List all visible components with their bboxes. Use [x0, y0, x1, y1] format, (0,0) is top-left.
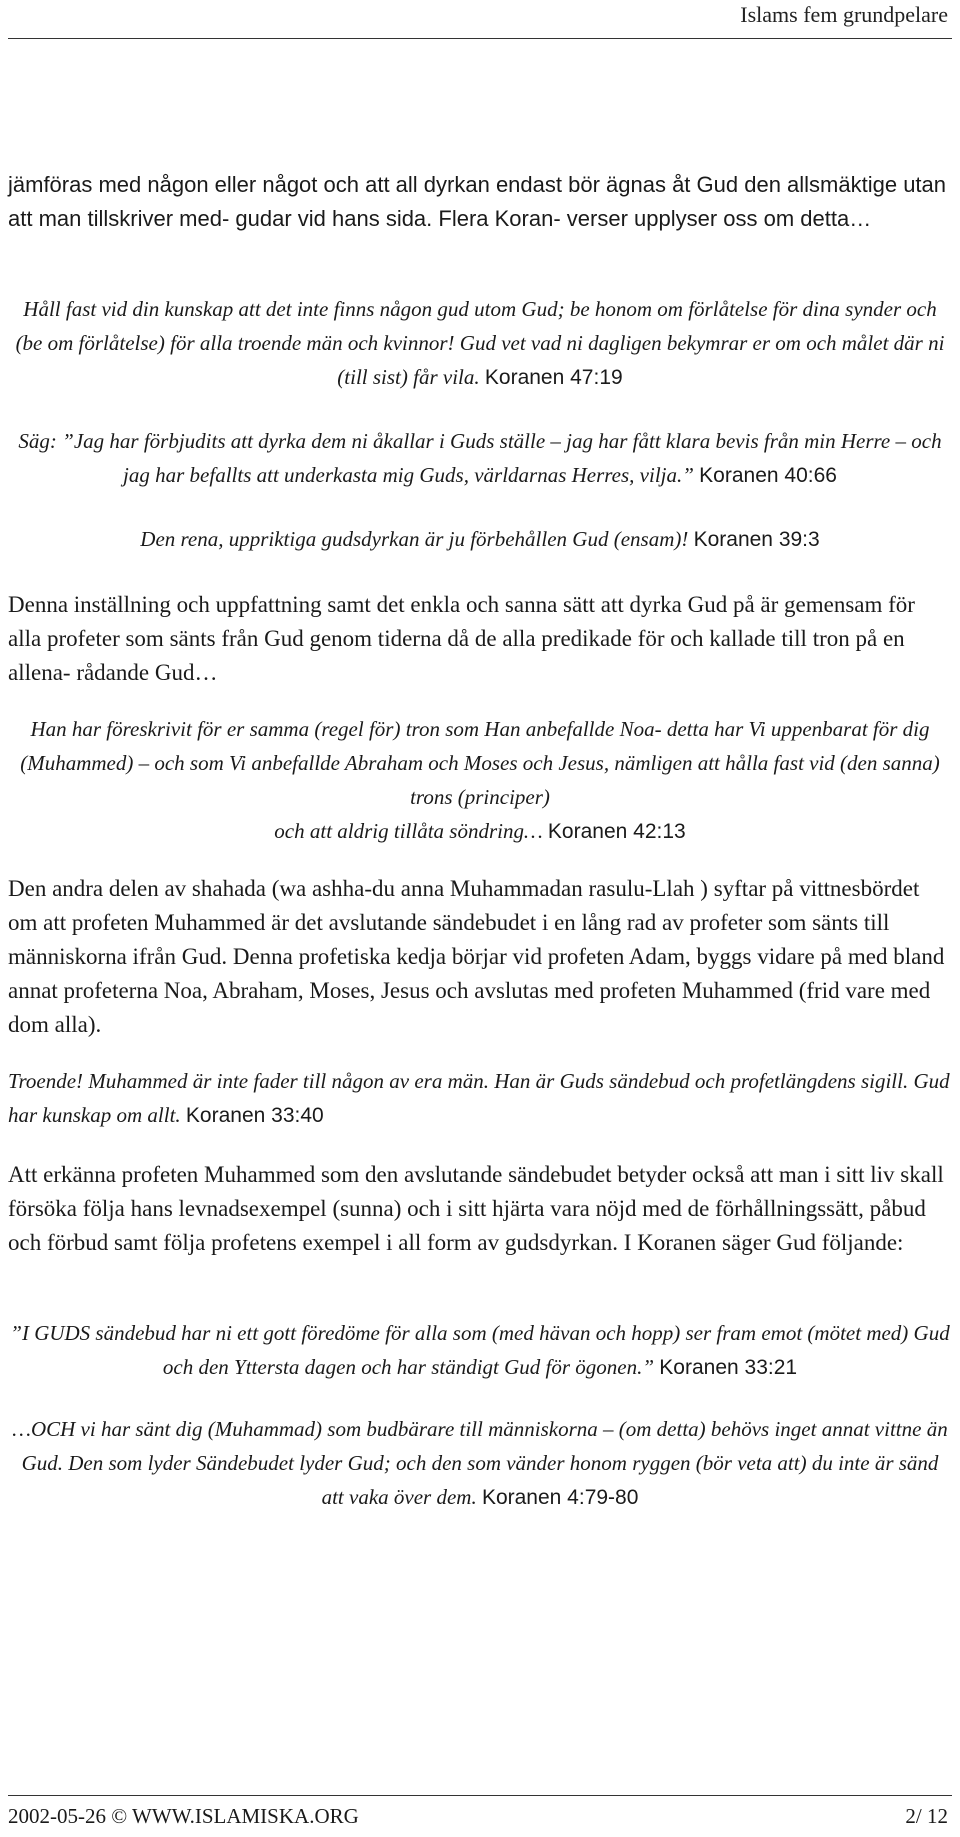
quote-reference: Koranen 33:21: [659, 1356, 798, 1379]
quote-text: Håll fast vid din kunskap att det inte finns någon gud utom Gud; be honom om förlåtelse för dina synder och (be om förlåtelse) för alla troende män och kvinnor! Gud vet vad ni dagligen bekymrar er om och målet där ni (till sist) får vila.: [15, 297, 945, 389]
quote-33-21: [8, 1316, 952, 1385]
header-title: Islams fem grundpelare: [740, 2, 948, 27]
quote-text: Den rena, uppriktiga gudsdyrkan är ju förbehållen Gud (ensam)!: [140, 527, 689, 551]
quote-text: Troende! Muhammed är inte fader till någon av era män. Han är Guds sändebud och profetlängdens sigill. Gud har kunskap om allt.: [8, 1069, 950, 1127]
footer-divider: [8, 1795, 952, 1796]
paragraph-sunna: [8, 1158, 952, 1260]
paragraph-text: Den andra delen av shahada (wa ashha-du anna Muhammadan rasulu-Llah ) syftar på vittnesbördet om att profeten Muhammed är det avslutande sändebudet i en lång rad av profeter som sänts till människorna ifrån Gud. Denna profetiska kedja börjar vid profeten Adam, byggs vidare på med bland annat profeterna Noa, Abraham, Moses, Jesus och avslutas med profeten Muhammed (frid vare med dom alla).: [8, 876, 945, 1037]
quote-39-3: [8, 522, 952, 557]
quote-text: …OCH vi har sänt dig (Muhammad) som budbärare till människorna – (om detta) behövs inget annat vittne än Gud. Den som lyder Sändebudet lyder Gud; och den som vänder honom ryggen (bör veta att) du inte är sänd att vaka över dem.: [12, 1417, 948, 1509]
paragraph-text: Denna inställning och uppfattning samt det enkla och sanna sätt att dyrka Gud på är gemensam för alla profeter som sänts från Gud genom tiderna då de alla predikade för och kallade till tron på en allena- rådande Gud…: [8, 592, 915, 685]
quote-reference: Koranen 33:40: [185, 1104, 324, 1127]
quote-47-19: [8, 292, 952, 395]
quote-reference: Koranen 47:19: [484, 366, 623, 389]
header-divider: [8, 38, 952, 39]
quote-42-13: [8, 712, 952, 849]
quote-40-66: [8, 424, 952, 493]
paragraph-text: Att erkänna profeten Muhammed som den avslutande sändebudet betyder också att man i sitt liv skall försöka följa hans levnadsexempel (sunna) och i sitt hjärta vara nöjd med de förhållningssätt, påbud och förbud samt följa profetens exempel i all form av gudsdyrkan. I Koranen säger Gud följande:: [8, 1162, 944, 1255]
page-number: 2/ 12: [905, 1804, 948, 1828]
paragraph-text: jämföras med någon eller något och att all dyrkan endast bör ägnas åt Gud den allsmäktige utan att man tillskriver med- gudar vid hans sida. Flera Koran- verser upplyser oss om detta…: [8, 172, 947, 231]
paragraph-intro: [8, 168, 952, 236]
quote-reference: Koranen 40:66: [699, 464, 837, 487]
quote-reference: Koranen 4:79-80: [481, 1486, 639, 1509]
paragraph-shahada: [8, 872, 952, 1042]
quote-4-79-80: [8, 1412, 952, 1515]
quote-text: Säg: ”Jag har förbjudits att dyrka dem ni åkallar i Guds ställe – jag har fått klara bevis från min Herre – och jag har befallts att underkasta mig Guds, världarnas Herres, vilja.”: [18, 429, 942, 487]
paragraph-common-faith: [8, 588, 952, 690]
footer-date-site: 2002-05-26 © WWW.ISLAMISKA.ORG: [8, 1804, 359, 1828]
quote-text-end: och att aldrig tillåta söndring…: [274, 819, 543, 843]
quote-reference: Koranen 39:3: [693, 528, 820, 551]
quote-text: Han har föreskrivit för er samma (regel för) tron som Han anbefallde Noa- detta har Vi uppenbarat för dig (Muhammed) – och som Vi anbefallde Abraham och Moses och Jesus, nämligen att hålla fast vid (den sanna) trons (principer): [20, 717, 940, 809]
quote-text: ”I GUDS sändebud har ni ett gott föredöme för alla som (med hävan och hopp) ser fram emot (mötet med) Gud och den Yttersta dagen och har ständigt Gud för ögonen.”: [10, 1321, 950, 1379]
quote-33-40: [8, 1064, 952, 1133]
quote-reference: Koranen 42:13: [547, 820, 686, 843]
